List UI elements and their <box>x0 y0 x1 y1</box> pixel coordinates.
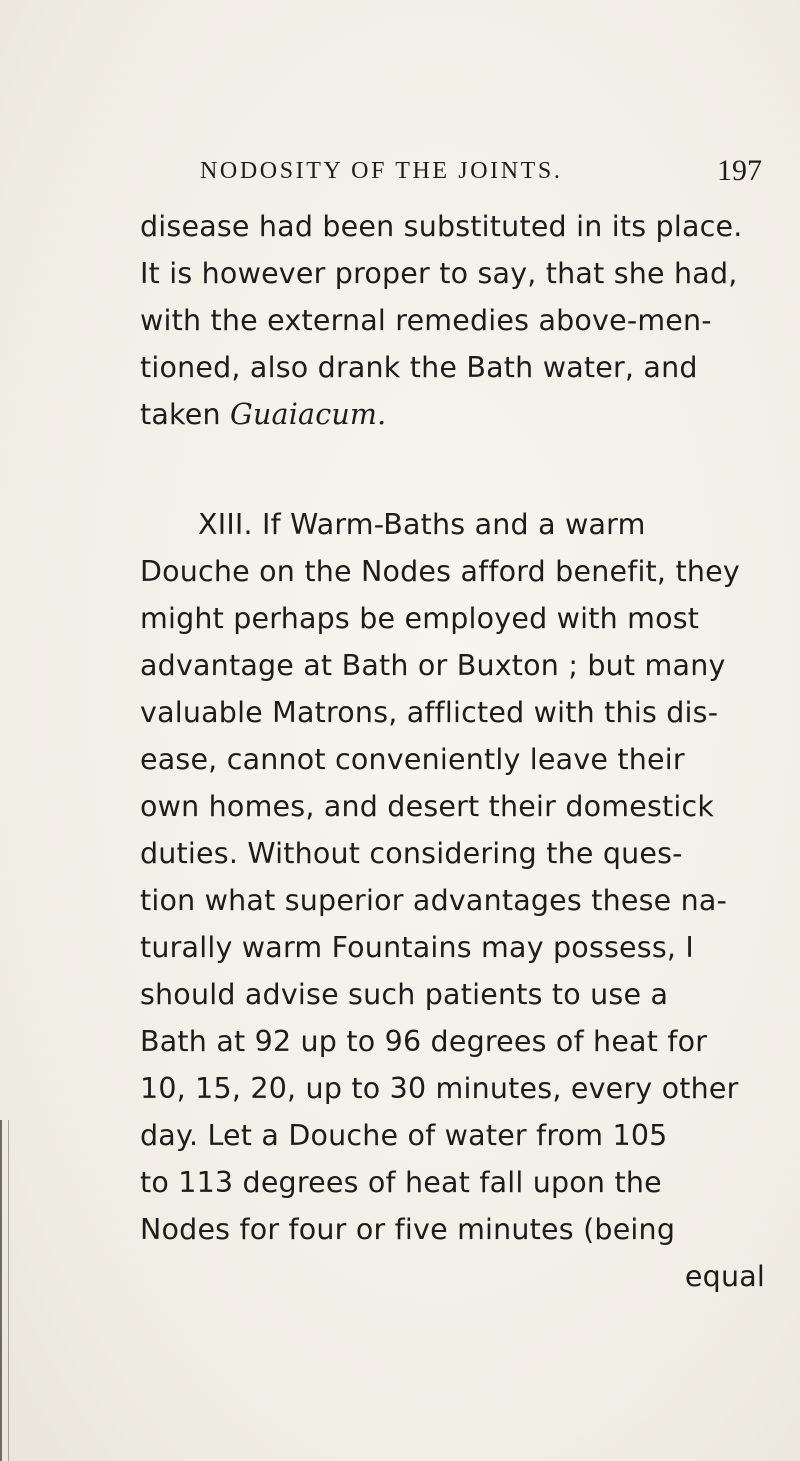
text-line-8: might perhaps be employed with most <box>140 602 700 635</box>
catchword: equal <box>684 1260 765 1293</box>
text-line-4: tioned, also drank the Bath water, and <box>140 351 698 384</box>
text-line-19: day. Let a Douche of water from 105 <box>140 1119 668 1152</box>
text-line-7: Douche on the Nodes afford benefit, they <box>140 555 740 588</box>
text-line-21: Nodes for four or five minutes (being <box>140 1213 676 1246</box>
text-line-14: tion what superior advantages these na- <box>140 884 728 917</box>
text-line-6: XIII. If Warm-Baths and a warm <box>198 508 646 541</box>
text-line-16: should advise such patients to use a <box>140 978 669 1011</box>
text-line-13: duties. Without considering the ques- <box>140 837 683 870</box>
text-line-17: Bath at 92 up to 96 degrees of heat for <box>140 1025 708 1058</box>
text-line-1: disease had been substituted in its place. <box>140 210 743 243</box>
page-number: 197 <box>717 154 762 187</box>
binding-edge <box>0 1120 9 1461</box>
text-line-20: to 113 degrees of heat fall upon the <box>140 1166 662 1199</box>
text-line-11: ease, cannot conveniently leave their <box>140 743 685 776</box>
text-line-15: turally warm Fountains may possess, I <box>140 931 694 964</box>
italic-word-guaiacum: Guaiacum. <box>229 398 387 431</box>
running-title: NODOSITY OF THE JOINTS. <box>200 158 563 184</box>
text-line-10: valuable Matrons, afflicted with this dis- <box>140 696 719 729</box>
page-header <box>200 154 770 198</box>
text-line-2: It is however proper to say, that she had, <box>140 257 738 290</box>
text-line-5-roman: taken <box>140 398 230 431</box>
text-line-5 <box>140 393 386 437</box>
text-line-9: advantage at Bath or Buxton ; but many <box>140 649 726 682</box>
text-line-3: with the external remedies above-men- <box>140 304 712 337</box>
text-line-18: 10, 15, 20, up to 30 minutes, every other <box>140 1072 739 1105</box>
text-line-12: own homes, and desert their domestick <box>140 790 715 823</box>
